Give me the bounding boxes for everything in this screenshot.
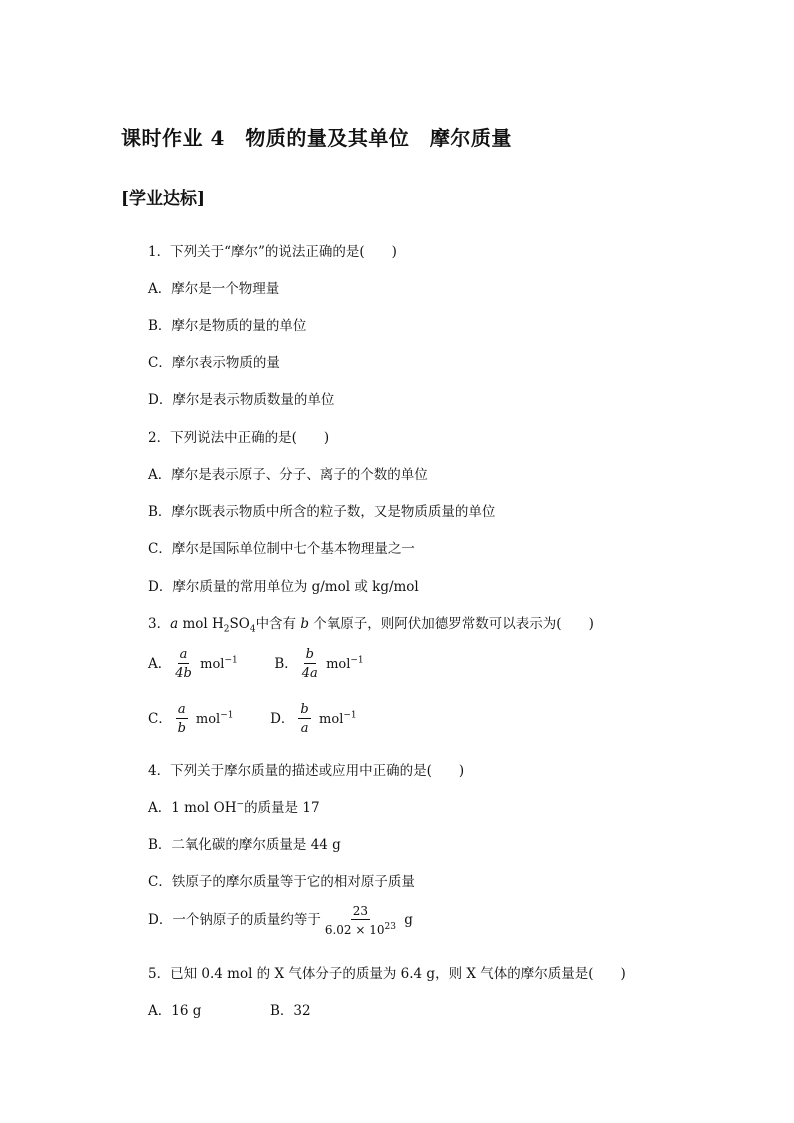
question-3-option-a: A． $\frac{a}{4b}$ mol$^{-1}$ — [148, 647, 238, 681]
question-5-option-b: B．32 — [269, 1003, 311, 1019]
question-1-stem: 1．下列关于“摩尔”的说法正确的是( ) — [148, 244, 397, 260]
question-3-stem: 3．a mol $H_2SO_4$中含有 b 个氧原子，则阿伏加德罗常数可以表示为( ) — [148, 616, 594, 635]
question-4-option-a: A．1 mol OH−的质量是 17 — [148, 799, 320, 816]
question-4-option-b: B．二氧化碳的摩尔质量是 44 g — [148, 837, 341, 853]
fraction-b-over-a: $\frac{b}{a}$ — [300, 702, 309, 736]
question-5-stem: 5．已知 0.4 mol 的 X 气体分子的质量为 6.4 g，则 X 气体的摩尔质量是( ) — [148, 966, 626, 982]
question-2-option-b: B．摩尔既表示物质中所含的粒子数，又是物质质量的单位 — [148, 504, 496, 520]
fraction-sodium-mass: $\frac{23}{6.02 \times 10^{23}}$ — [324, 904, 396, 937]
question-3-option-d: D． $\frac{b}{a}$ mol$^{-1}$ — [270, 702, 357, 736]
question-1-option-b: B．摩尔是物质的量的单位 — [148, 318, 307, 334]
fraction-b-over-4a: $\frac{b}{4a}$ — [301, 647, 318, 681]
question-1-option-c: C．摩尔表示物质的量 — [148, 355, 280, 371]
question-3-option-c: C． $\frac{a}{b}$ mol$^{-1}$ — [148, 702, 234, 736]
question-2-option-a: A．摩尔是表示原子、分子、离子的个数的单位 — [148, 467, 428, 483]
question-4-option-d: D．一个钠原子的质量约等于 $\frac{23}{6.02 \times 10^{23}}$ g — [148, 904, 413, 937]
question-2-option-d: D．摩尔质量的常用单位为 g/mol 或 kg/mol — [148, 579, 419, 595]
question-4-option-c: C．铁原子的摩尔质量等于它的相对原子质量 — [148, 874, 415, 890]
question-1-option-a: A．摩尔是一个物理量 — [148, 281, 280, 297]
fraction-a-over-4b: $\frac{a}{4b}$ — [175, 647, 192, 681]
question-5-options — [148, 999, 311, 1019]
question-3-option-b: B． $\frac{b}{4a}$ mol$^{-1}$ — [274, 647, 364, 681]
question-1-option-d: D．摩尔是表示物质数量的单位 — [148, 392, 335, 408]
section-heading: [学业达标] — [121, 189, 206, 209]
question-5-option-a: A．16 g — [148, 1003, 202, 1019]
question-2-option-c: C．摩尔是国际单位制中七个基本物理量之一 — [148, 541, 415, 557]
question-3-options-cd — [148, 703, 357, 735]
question-3-options-ab — [148, 648, 364, 680]
var-b: b — [300, 616, 310, 632]
question-4-stem: 4．下列关于摩尔质量的描述或应用中正确的是( ) — [148, 763, 465, 779]
var-a: a — [170, 616, 179, 632]
fraction-a-over-b: $\frac{a}{b}$ — [177, 702, 186, 736]
page-title: 课时作业 4 物质的量及其单位 摩尔质量 — [121, 126, 512, 150]
question-2-stem: 2．下列说法中正确的是( ) — [148, 430, 330, 446]
